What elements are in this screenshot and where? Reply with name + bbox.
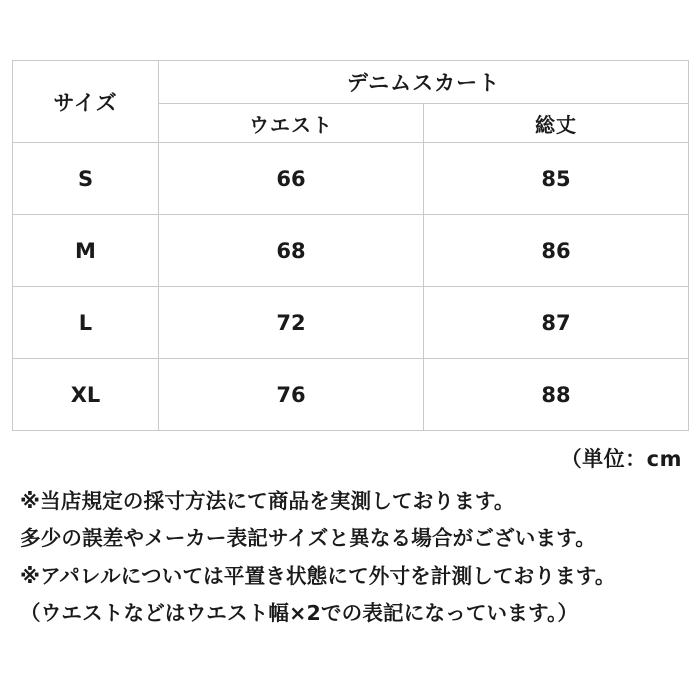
cell-length: 88 (424, 359, 689, 431)
header-length: 総丈 (424, 104, 689, 143)
cell-waist: 76 (159, 359, 424, 431)
cell-length: 85 (424, 143, 689, 215)
cell-size: L (13, 287, 159, 359)
note-line: （ウエストなどはウエスト幅×2での表記になっています。） (20, 600, 579, 625)
measurement-notes (12, 473, 688, 632)
cell-waist: 68 (159, 215, 424, 287)
cell-size: S (13, 143, 159, 215)
table-row (13, 359, 689, 431)
cell-waist: 72 (159, 287, 424, 359)
unit-note: （単位：cm (560, 447, 682, 471)
table-header-row-product (13, 61, 689, 104)
cell-length: 87 (424, 287, 689, 359)
cell-length: 86 (424, 215, 689, 287)
size-table (12, 60, 689, 431)
header-waist: ウエスト (159, 104, 424, 143)
note-line: ※アパレルについては平置き状態にて外寸を計測しております。 (20, 563, 616, 588)
table-row (13, 287, 689, 359)
header-product: デニムスカート (159, 61, 689, 104)
note-line: ※当店規定の採寸方法にて商品を実測しております。 (20, 489, 515, 513)
table-row (13, 215, 689, 287)
header-size: サイズ (13, 61, 159, 143)
note-line: 多少の誤差やメーカー表記サイズと異なる場合がございます。 (20, 526, 596, 551)
cell-size: XL (13, 359, 159, 431)
cell-waist: 66 (159, 143, 424, 215)
cell-size: M (13, 215, 159, 287)
table-row (13, 143, 689, 215)
